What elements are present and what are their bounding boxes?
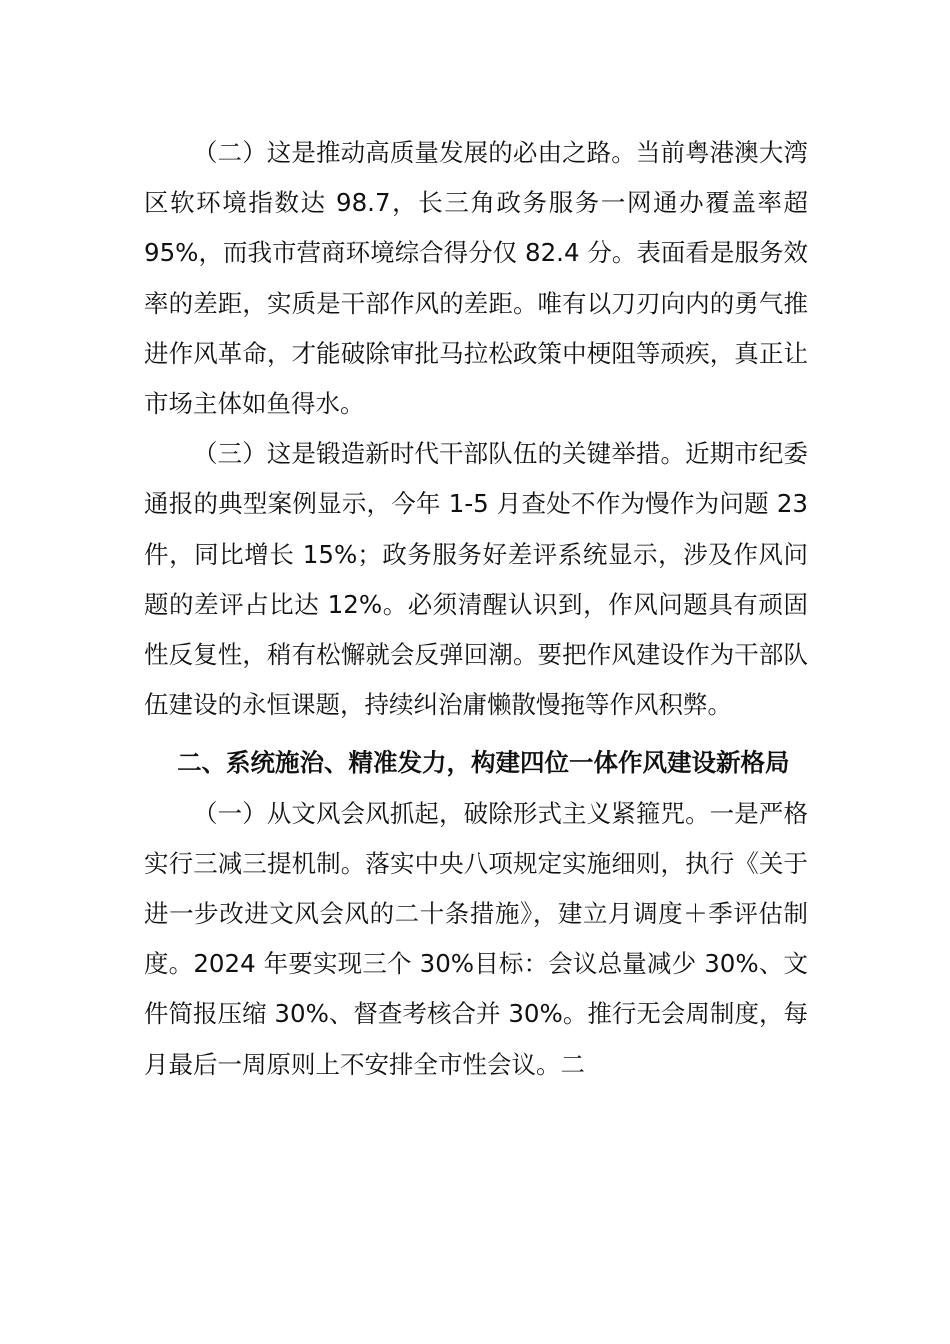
section-heading: 二、系统施治、精准发力，构建四位一体作风建设新格局 bbox=[177, 748, 790, 778]
paragraph-measure-1: （一）从文风会风抓起，破除形式主义紧箍咒。一是严格实行三减三提机制。落实中央八项规定实施细则，执行《关于进一步改进文风会风的二十条措施》，建立月调度＋季评估制度。2024 年要实现三个 30%目标：会议总量减少 30%、文件简报压缩 30%、督查考核合并 30%。推行无会周制度，每月最后一周原则上不安排全市性会议。二 bbox=[144, 798, 808, 1079]
paragraph-2-reason: （二）这是推动高质量发展的必由之路。当前粤港澳大湾区软环境指数达 98.7，长三角政务服务一网通办覆盖率超 95%，而我市营商环境综合得分仅 82.4 分。表面看是服务效率的差距，实质是干部作风的差距。唯有以刀刃向内的勇气推进作风革命，才能破除审批马拉松政策中梗阻等顽疾，真正让市场主体如鱼得水。 bbox=[144, 138, 808, 419]
document-body bbox=[144, 128, 808, 1090]
paragraph-3-reason: （三）这是锻造新时代干部队伍的关键举措。近期市纪委通报的典型案例显示，今年 1-5 月查处不作为慢作为问题 23 件，同比增长 15%；政务服务好差评系统显示，涉及作风问题的差评占比达 12%。必须清醒认识到，作风问题具有顽固性反复性，稍有松懈就会反弹回潮。要把作风建设作为干部队伍建设的永恒课题，持续纠治庸懒散慢拖等作风积弊。 bbox=[144, 439, 808, 720]
